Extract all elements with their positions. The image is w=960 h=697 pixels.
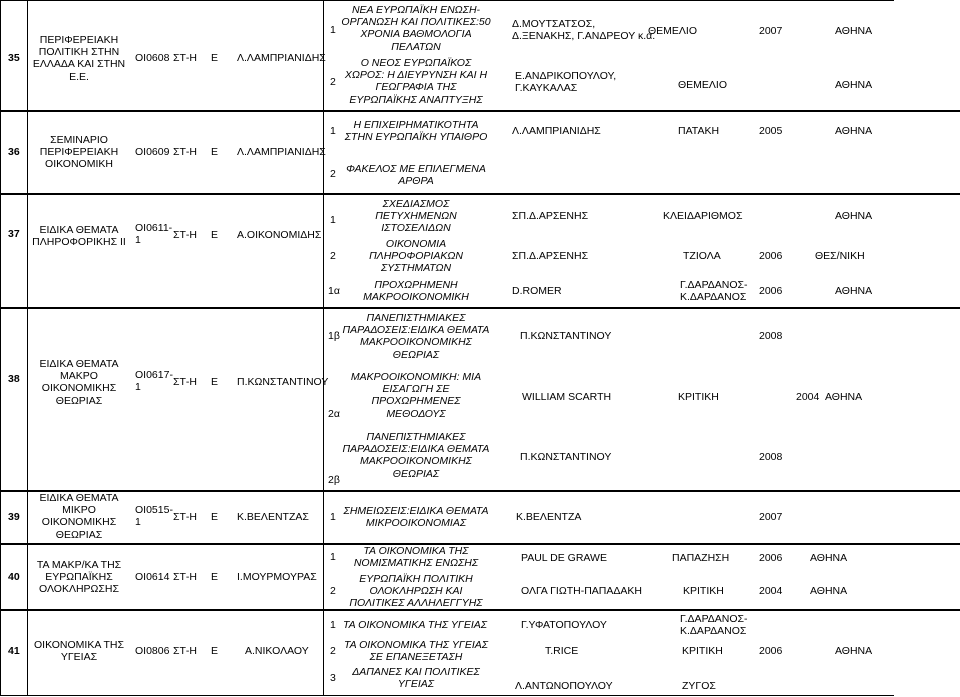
book-number: 1 [330, 214, 336, 226]
instructor: Π.ΚΩΝΣΤΑΝΤΙΝΟΥ [237, 376, 329, 388]
course-title: ΠΕΡΙΦΕΡΕΙΑΚΗ ΠΟΛΙΤΙΚΗ ΣΤΗΝ ΕΛΛΑΔΑ ΚΑΙ ΣΤΗΝ Ε.Ε. [32, 34, 126, 83]
book-author: WILLIAM SCARTH [522, 391, 612, 403]
book-title: ΜΑΚΡΟΟΙΚΟΝΟΜΙΚΗ: ΜΙΑ ΕΙΣΑΓΩΓΗ ΣΕ ΠΡΟΧΩΡΗΜΕΝΕΣ ΜΕΘΟΔΟΥΣ [350, 371, 482, 420]
book-city: ΑΘΗΝΑ [835, 210, 873, 222]
book-author: T.RICE [545, 645, 579, 657]
book-year: 2007 [759, 511, 783, 523]
semester: ΣΤ-Η [173, 146, 197, 158]
row-separator [0, 490, 960, 492]
book-title: ΠΑΝΕΠΙΣΤΗΜΙΑΚΕΣ ΠΑΡΑΔΟΣΕΙΣ:ΕΙΔΙΚΑ ΘΕΜΑΤΑ ΜΑΚΡΟΟΙΚΟΝΟΜΙΚΗΣ ΘΕΩΡΙΑΣ [342, 431, 490, 480]
course-title: ΟΙΚΟΝΟΜΙΚΑ ΤΗΣ ΥΓΕΙΑΣ [34, 639, 124, 664]
semester: ΣΤ-Η [173, 52, 197, 64]
course-title: ΕΙΔΙΚΑ ΘΕΜΑΤΑ ΜΑΚΡΟ ΟΙΚΟΝΟΜΙΚΗΣ ΘΕΩΡΙΑΣ [39, 358, 119, 407]
book-year: 2004 [759, 585, 783, 597]
book-title: ΕΥΡΩΠΑΪΚΗ ΠΟΛΙΤΙΚΗ ΟΛΟΚΛΗΡΩΣΗ ΚΑΙ ΠΟΛΙΤΙΚΕΣ ΑΛΛΗΛΕΓΓΥΗΣ [349, 573, 483, 610]
book-publisher: ΤΖΙΟΛΑ [683, 250, 721, 262]
course-code: ΟΙ0614 [135, 571, 170, 583]
row-number: 37 [8, 228, 20, 240]
book-title: Η ΕΠΙΧΕΙΡΗΜΑΤΙΚΟΤΗΤΑ ΣΤΗΝ ΕΥΡΩΠΑΪΚΗ ΥΠΑΙΘΡΟ [344, 119, 488, 144]
book-title: ΠΡΟΧΩΡΗΜΕΝΗ ΜΑΚΡΟΟΙΚΟΝΟΜΙΚΗ [363, 279, 469, 304]
course-title: ΣΕΜΙΝΑΡΙΟ ΠΕΡΙΦΕΡΕΙΑΚΗ ΟΙΚΟΝΟΜΙΚΗ [39, 134, 119, 171]
course-code: ΟΙ0617- 1 [135, 369, 173, 394]
book-year: 2007 [759, 25, 783, 37]
book-title: ΔΑΠΑΝΕΣ ΚΑΙ ΠΟΛΙΤΙΚΕΣ ΥΓΕΙΑΣ [352, 666, 480, 691]
book-publisher: ΚΡΙΤΙΚΗ [683, 585, 724, 597]
book-number: 1 [330, 551, 336, 563]
course-type: Ε [211, 511, 219, 523]
book-title: ΣΗΜΕΙΩΣΕΙΣ:ΕΙΔΙΚΑ ΘΕΜΑΤΑ ΜΙΚΡΟΟΙΚΟΝΟΜΙΑΣ [343, 505, 489, 530]
course-code: ΟΙ0609 [135, 146, 170, 158]
book-number: 1 [330, 511, 336, 523]
book-city: ΑΘΗΝΑ [825, 391, 863, 403]
semester: ΣΤ-Η [173, 229, 197, 241]
row-number: 36 [8, 146, 20, 158]
book-author: Π.ΚΩΝΣΤΑΝΤΙΝΟΥ [520, 330, 612, 342]
course-code: ΟΙ0611- 1 [135, 222, 173, 247]
row-separator [0, 307, 960, 309]
book-number: 2 [330, 585, 336, 597]
book-title: ΝΕΑ ΕΥΡΩΠΑΪΚΗ ΕΝΩΣΗ- ΟΡΓΑΝΩΣΗ ΚΑΙ ΠΟΛΙΤΙΚΕΣ:50 ΧΡΟΝΙΑ ΒΑΘΜΟΛΟΓΙΑ ΠΕΛΑΤΩΝ [341, 4, 491, 53]
book-author: Λ.ΑΝΤΩΝΟΠΟΥΛΟΥ [515, 680, 613, 692]
instructor: Λ.ΛΑΜΠΡΙΑΝΙΔΗΣ [237, 146, 326, 158]
book-number: 2 [330, 250, 336, 262]
instructor: Κ.ΒΕΛΕΝΤΖΑΣ [237, 511, 309, 523]
instructor: Λ.ΛΑΜΠΡΙΑΝΙΔΗΣ [237, 52, 326, 64]
book-number: 2α [328, 408, 340, 420]
book-author: Λ.ΛΑΜΠΡΙΑΝΙΔΗΣ [512, 125, 601, 137]
book-number: 2 [330, 76, 336, 88]
book-number: 1 [330, 24, 336, 36]
course-code: ΟΙ0806 [135, 645, 170, 657]
book-author: Γ.ΥΦΑΤΟΠΟΥΛΟΥ [521, 619, 607, 631]
rule [27, 0, 28, 696]
book-city: ΑΘΗΝΑ [835, 25, 873, 37]
book-number: 2 [330, 645, 336, 657]
book-year: 2006 [759, 285, 783, 297]
book-year: 2006 [759, 645, 783, 657]
book-year: 2008 [759, 451, 783, 463]
book-year: 2008 [759, 330, 783, 342]
book-title: ΣΧΕΔΙΑΣΜΟΣ ΠΕΤΥΧΗΜΕΝΩΝ ΙΣΤΟΣΕΛΙΔΩΝ [375, 198, 457, 235]
book-year: 2006 [759, 250, 783, 262]
row-number: 39 [8, 511, 20, 523]
book-publisher: ΘΕΜΕΛΙΟ [648, 25, 698, 37]
book-publisher: ΠΑΤΑΚΗ [678, 125, 720, 137]
semester: ΣΤ-Η [173, 511, 197, 523]
book-city: ΑΘΗΝΑ [835, 79, 873, 91]
book-city: ΘΕΣ/ΝΙΚΗ [815, 250, 865, 262]
book-author: PAUL DE GRAWE [521, 552, 607, 564]
semester: ΣΤ-Η [173, 645, 197, 657]
rule [0, 695, 894, 696]
row-separator [0, 110, 960, 112]
book-publisher: ΚΡΙΤΙΚΗ [678, 391, 719, 403]
book-number: 1 [330, 125, 336, 137]
course-title: ΕΙΔΙΚΑ ΘΕΜΑΤΑ ΜΙΚΡΟ ΟΙΚΟΝΟΜΙΚΗΣ ΘΕΩΡΙΑΣ [39, 492, 119, 541]
course-type: Ε [211, 229, 219, 241]
book-number: 1β [328, 330, 340, 342]
book-title: ΤΑ ΟΙΚΟΝΟΜΙΚΑ ΤΗΣ ΥΓΕΙΑΣ [343, 619, 488, 631]
book-title: ΟΙΚΟΝΟΜΙΑ ΠΛΗΡΟΦΟΡΙΑΚΩΝ ΣΥΣΤΗΜΑΤΩΝ [369, 238, 463, 275]
book-year: 2004 [796, 391, 820, 403]
book-number: 2β [328, 474, 340, 486]
instructor: Α.ΟΙΚΟΝΟΜΙΔΗΣ [237, 229, 322, 241]
row-number: 38 [8, 373, 20, 385]
book-number: 1α [328, 285, 340, 297]
row-separator [0, 193, 960, 195]
book-publisher: Γ.ΔΑΡΔΑΝΟΣ- Κ.ΔΑΡΔΑΝΟΣ [680, 279, 748, 304]
book-city: ΑΘΗΝΑ [810, 585, 848, 597]
book-number: 3 [330, 672, 336, 684]
course-title: ΕΙΔΙΚΑ ΘΕΜΑΤΑ ΠΛΗΡΟΦΟΡΙΚΗΣ ΙΙ [32, 224, 126, 249]
book-publisher: ΚΛΕΙΔΑΡΙΘΜΟΣ [663, 210, 743, 222]
book-city: ΑΘΗΝΑ [810, 552, 848, 564]
course-code: ΟΙ0515- 1 [135, 504, 173, 529]
row-number: 35 [8, 52, 20, 64]
book-year: 2006 [759, 552, 783, 564]
book-year: 2005 [759, 125, 783, 137]
course-type: Ε [211, 645, 219, 657]
book-publisher: ΖΥΓΟΣ [682, 680, 716, 692]
semester: ΣΤ-Η [173, 571, 197, 583]
book-city: ΑΘΗΝΑ [835, 645, 873, 657]
course-code: ΟΙ0608 [135, 52, 170, 64]
book-city: ΑΘΗΝΑ [835, 125, 873, 137]
book-title: ΤΑ ΟΙΚΟΝΟΜΙΚΑ ΤΗΣ ΥΓΕΙΑΣ ΣΕ ΕΠΑΝΕΞΕΤΑΣΗ [343, 639, 489, 664]
book-author: Π.ΚΩΝΣΤΑΝΤΙΝΟΥ [520, 451, 612, 463]
book-author: Δ.ΜΟΥΤΣΑΤΣΟΣ, Δ.ΞΕΝΑΚΗΣ, Γ.ΑΝΔΡΕΟΥ κ.α. [512, 18, 656, 43]
course-type: Ε [211, 52, 219, 64]
row-number: 40 [8, 571, 20, 583]
book-publisher: ΚΡΙΤΙΚΗ [682, 645, 723, 657]
book-title: ΤΑ ΟΙΚΟΝΟΜΙΚΑ ΤΗΣ ΝΟΜΙΣΜΑΤΙΚΗΣ ΕΝΩΣΗΣ [353, 545, 479, 570]
course-type: Ε [211, 376, 219, 388]
semester: ΣΤ-Η [173, 376, 197, 388]
book-author: ΟΛΓΑ ΓΙΩΤΗ-ΠΑΠΑΔΑΚΗ [521, 585, 642, 597]
book-author: ΣΠ.Δ.ΑΡΣΕΝΗΣ [512, 210, 589, 222]
rule [323, 0, 324, 696]
instructor: Ι.ΜΟΥΡΜΟΥΡΑΣ [237, 571, 317, 583]
book-author: D.ROMER [512, 285, 562, 297]
book-number: 1 [330, 619, 336, 631]
book-author: ΣΠ.Δ.ΑΡΣΕΝΗΣ [512, 250, 589, 262]
rule [0, 0, 894, 1]
book-title: ΦΑΚΕΛΟΣ ΜΕ ΕΠΙΛΕΓΜΕΝΑ ΑΡΘΡΑ [346, 163, 486, 188]
course-type: Ε [211, 571, 219, 583]
course-title: ΤΑ ΜΑΚΡ/ΚΑ ΤΗΣ ΕΥΡΩΠΑΪΚΗΣ ΟΛΟΚΛΗΡΩΣΗΣ [36, 559, 122, 596]
book-number: 2 [330, 168, 336, 180]
book-title: ΠΑΝΕΠΙΣΤΗΜΙΑΚΕΣ ΠΑΡΑΔΟΣΕΙΣ:ΕΙΔΙΚΑ ΘΕΜΑΤΑ ΜΑΚΡΟΟΙΚΟΝΟΜΙΚΗΣ ΘΕΩΡΙΑΣ [342, 312, 490, 361]
row-number: 41 [8, 645, 20, 657]
book-publisher: Γ.ΔΑΡΔΑΝΟΣ- Κ.ΔΑΡΔΑΝΟΣ [680, 613, 748, 638]
book-title: Ο ΝΕΟΣ ΕΥΡΩΠΑΪΚΟΣ ΧΩΡΟΣ: Η ΔΙΕΥΡΥΝΣΗ ΚΑΙ Η ΓΕΩΓΡΑΦΙΑ ΤΗΣ ΕΥΡΩΠΑΪΚΗΣ ΑΝΑΠΤΥΞΗΣ [344, 57, 488, 106]
book-author: Κ.ΒΕΛΕΝΤΖΑ [516, 511, 582, 523]
instructor: Α.ΝΙΚΟΛΑΟΥ [245, 645, 309, 657]
book-publisher: ΘΕΜΕΛΙΟ [678, 79, 728, 91]
book-city: ΑΘΗΝΑ [835, 285, 873, 297]
course-type: Ε [211, 146, 219, 158]
book-author: Ε.ΑΝΔΡΙΚΟΠΟΥΛΟΥ, Γ.ΚΑΥΚΑΛΑΣ [515, 70, 617, 95]
book-publisher: ΠΑΠΑΖΗΣΗ [672, 552, 730, 564]
rule [0, 0, 1, 696]
